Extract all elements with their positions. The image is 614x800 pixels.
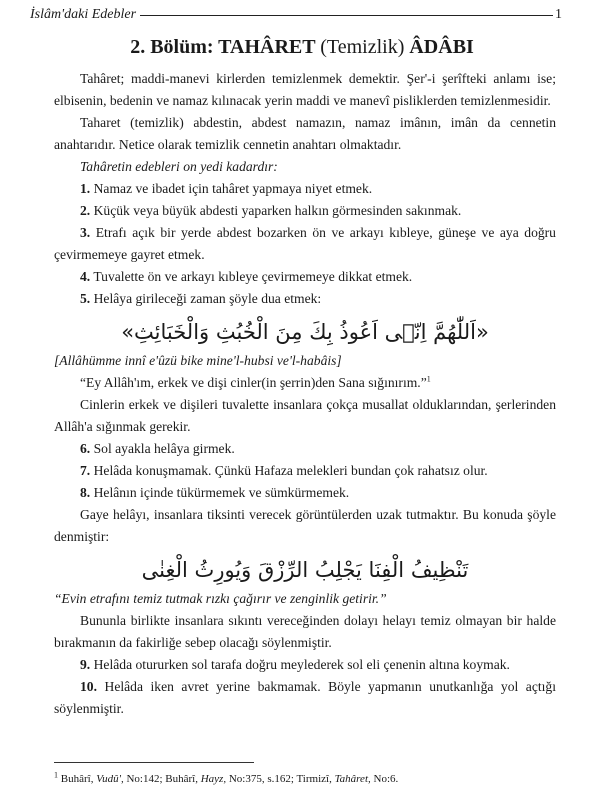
dua-meaning: “Ey Allâh'ım, erkek ve dişi cinler(in şerrin)den Sana sığınırım.”$^1$ bbox=[80, 374, 431, 390]
list-item: 8. Helânın içinde tükürmemek ve sümkürmemek. bbox=[80, 485, 350, 500]
paragraph-keys: Taharet (temizlik) abdestin, abdest namazın, namaz imânın, imân da cennetin anahtarıdır. Netice olarak temizlik cennetin anahtarı olmaktadır. bbox=[54, 115, 556, 152]
paragraph-intro: Tahâretin edebleri on yedi kadardır: bbox=[80, 159, 278, 174]
list-item: 1. Namaz ve ibadet için tahâret yapmaya niyet etmek. bbox=[80, 181, 373, 196]
body-text bbox=[54, 68, 556, 720]
header-title: İslâm'daki Edebler bbox=[30, 7, 137, 22]
chapter-tail: ÂDÂBI bbox=[409, 36, 474, 58]
list-item: 6. Sol ayakla helâya girmek. bbox=[80, 441, 235, 456]
list-item: 10. Helâda iken avret yerine bakmamak. Böyle yapmanın unutkanlığa yol açtığı söylenmiştir. bbox=[54, 679, 556, 716]
dua-arabic: «اَللّٰهُمَّ اِنّٖى اَعُوذُ بِكَ مِنَ الْخُبُثِ وَالْخَبَائِثِ» bbox=[121, 320, 489, 344]
saying-meaning: “Evin etrafını temiz tutmak rızkı çağırır ve zenginlik getirir.” bbox=[54, 591, 387, 606]
paragraph-poverty: Bununla birlikte insanlara sıkıntı vereceğinden dolayı helayı temiz olmayan bir halde bırakmanın da fakirliğe sebep olacağı söylenmiştir. bbox=[54, 613, 556, 650]
list-item: 2. Küçük veya büyük abdesti yaparken halkın görmesinden sakınmak. bbox=[80, 203, 462, 218]
paragraph-jinn: Cinlerin erkek ve dişileri tuvalette insanlara çokça musallat olduklarından, şerlerinden Allâh'a sığınmak gerekir. bbox=[54, 397, 556, 434]
list-item: 4. Tuvalette ön ve arkayı kıbleye çevirmemeye dikkat etmek. bbox=[80, 269, 413, 284]
paragraph-purpose: Gaye helâyı, insanlara tiksinti verecek görüntülerden uzak tutmaktır. Bu konuda şöyle denmiştir: bbox=[54, 507, 556, 544]
paragraph-definition: Tahâret; maddi-manevi kirlerden temizlenmek demektir. Şer'-i şerîfteki anlamı ise; elbisenin, bedenin ve namaz kılınacak yerin maddi ve manevî pisliklerden temizlenmesidir. bbox=[54, 71, 556, 108]
header-rule bbox=[140, 15, 553, 16]
chapter-label: 2. Bölüm: bbox=[130, 36, 214, 58]
footnote: $^1$ Buhârî, Vudû', No:142; Buhârî, Hayz, No:375, s.162; Tirmizî, Tahâret, No:6. bbox=[54, 770, 399, 785]
chapter-name: TAHÂRET bbox=[218, 36, 316, 58]
footnote-divider bbox=[54, 762, 254, 763]
list-item: 7. Helâda konuşmamak. Çünkü Hafaza melekleri bundan çok rahatsız olur. bbox=[80, 463, 488, 478]
chapter-paren: (Temizlik) bbox=[320, 36, 405, 58]
list-item: 9. Helâda otururken sol tarafa doğru meylederek sol eli çenenin altına koymak. bbox=[80, 657, 510, 672]
list-item: 5. Helâya girileceği zaman şöyle dua etmek: bbox=[80, 291, 322, 306]
list-item: 3. Etrafı açık bir yerde abdest bozarken ön ve arkayı kıbleye, güneşe ve aya doğru çevirmemeye gayret etmek. bbox=[54, 225, 556, 262]
chapter-title bbox=[30, 36, 574, 59]
dua-transliteration: [Allâhümme innî e'ûzü bike mine'l-hubsi ve'l-habâis] bbox=[54, 353, 342, 368]
footnote-mark: 1 bbox=[54, 770, 58, 780]
footnote-ref[interactable]: 1 bbox=[426, 374, 431, 384]
saying-arabic: تَنْظِيفُ الْفِنَا يَجْلِبُ الرِّزْقَ وَيُورِثُ الْغِنٰى bbox=[141, 558, 469, 582]
running-header bbox=[30, 6, 562, 24]
page-number: 1 bbox=[555, 7, 562, 22]
